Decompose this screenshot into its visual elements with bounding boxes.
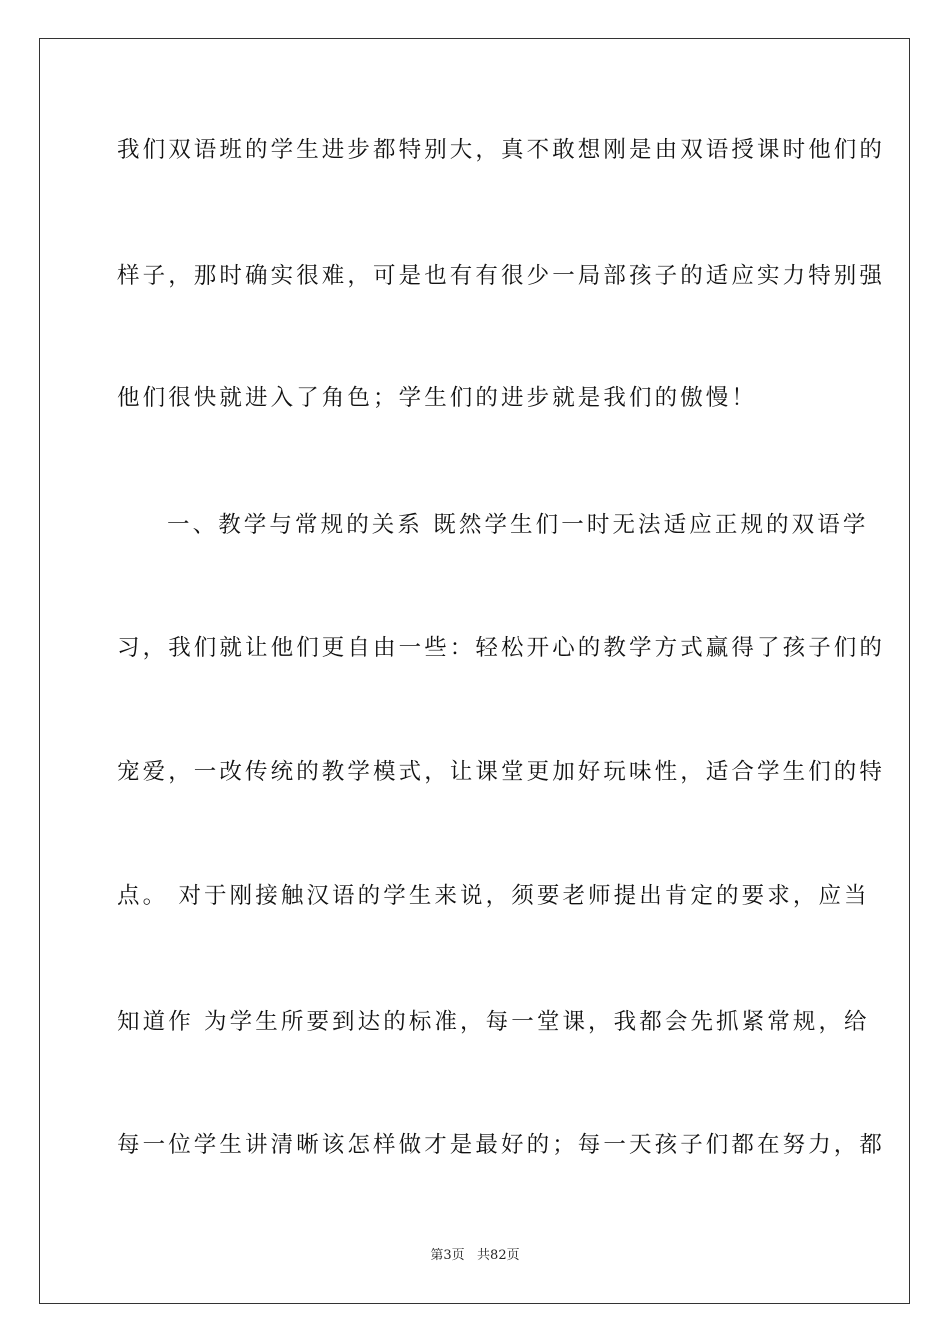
body-line-7: 点。 对于刚接触汉语的学生来说，须要老师提出肯定的要求，应当 <box>117 883 870 909</box>
body-line-5: 习，我们就让他们更自由一些：轻松开心的教学方式赢得了孩子们的 <box>117 635 886 661</box>
page-number-footer: 第3页 共82页 <box>430 1248 520 1263</box>
body-line-8: 知道作 为学生所要到达的标准，每一堂课，我都会先抓紧常规，给 <box>117 1009 870 1035</box>
body-line-6: 宠爱，一改传统的教学模式，让课堂更加好玩味性，适合学生们的特 <box>117 759 886 785</box>
body-line-9: 每一位学生讲清晰该怎样做才是最好的；每一天孩子们都在努力，都 <box>117 1132 886 1158</box>
body-line-1: 我们双语班的学生进步都特别大，真不敢想刚是由双语授课时他们的 <box>117 137 886 163</box>
body-line-4-section-heading: 一、教学与常规的关系 既然学生们一时无法适应正规的双语学 <box>167 512 869 538</box>
body-line-2: 样子，那时确实很难，可是也有有很少一局部孩子的适应实力特别强 <box>117 263 886 289</box>
page-border <box>39 38 910 1304</box>
body-line-3: 他们很快就进入了角色；学生们的进步就是我们的傲慢！ <box>117 385 758 411</box>
